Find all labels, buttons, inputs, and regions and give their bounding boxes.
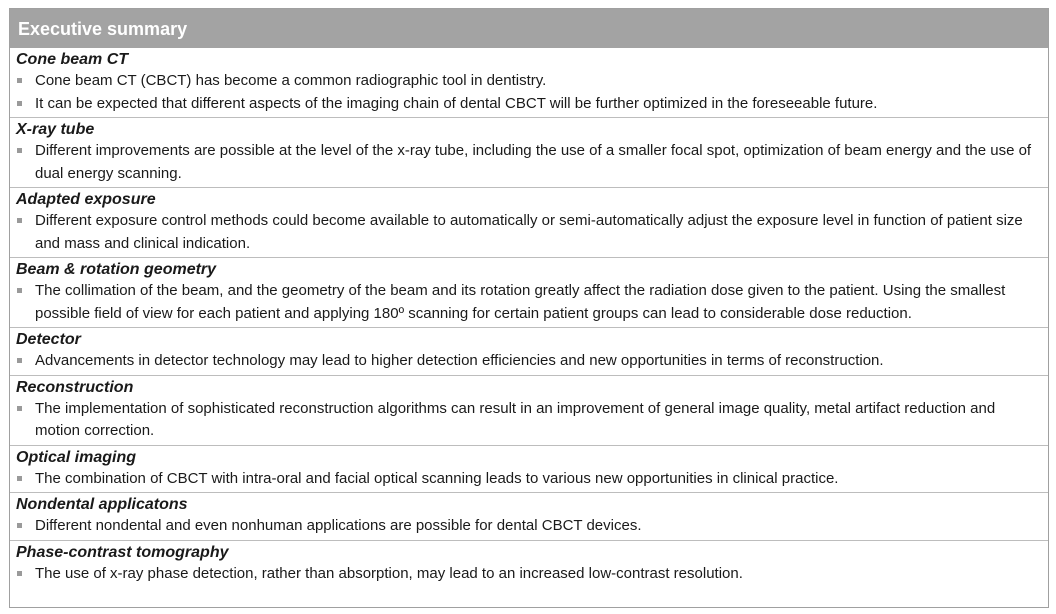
- bullet-text: The use of x-ray phase detection, rather than absorption, may lead to an increased low-contrast resolution.: [35, 564, 743, 582]
- square-bullet-icon: [17, 148, 22, 153]
- summary-section: [10, 117, 1048, 187]
- square-bullet-icon: [17, 101, 22, 106]
- summary-section: [10, 492, 1048, 540]
- bullet-text: The collimation of the beam, and the geometry of the beam and its rotation greatly affect the radiation dose given to the patient. Using the smallest possible field of view for each patient and applying 180º scanning for certain patient groups can lead to considerable dose reduction.: [35, 282, 1006, 322]
- bullet-item: [16, 210, 1042, 255]
- bullet-item: [16, 140, 1042, 185]
- section-title: X-ray tube: [16, 121, 95, 138]
- summary-section: [10, 187, 1048, 257]
- bullet-item: [16, 350, 1042, 373]
- summary-header: Executive summary: [10, 9, 1048, 48]
- bullet-text: Cone beam CT (CBCT) has become a common radiographic tool in dentistry.: [35, 72, 547, 89]
- square-bullet-icon: [17, 476, 22, 481]
- bullet-text: Different exposure control methods could become available to automatically or semi-automatically adjust the exposure level in function of patient size and mass and clinical indication.: [35, 212, 1023, 252]
- bullet-text: Different improvements are possible at the level of the x-ray tube, including the use of a smaller focal spot, optimization of beam energy and the use of dual energy scanning.: [35, 142, 1032, 182]
- bullet-item: [16, 70, 1042, 93]
- summary-section: [10, 445, 1048, 493]
- summary-section: [10, 327, 1048, 375]
- bullet-text: It can be expected that different aspects of the imaging chain of dental CBCT will be further optimized in the foreseeable future.: [35, 94, 878, 112]
- executive-summary-box: [9, 8, 1049, 608]
- bullet-text: Advancements in detector technology may lead to higher detection efficiencies and new opportunities in terms of reconstruction.: [35, 352, 884, 369]
- bullet-item: [16, 563, 1042, 586]
- bullet-text: The implementation of sophisticated reconstruction algorithms can result in an improvement of general image quality, metal artifact reduction and motion correction.: [35, 399, 996, 439]
- square-bullet-icon: [17, 218, 22, 223]
- bullet-item: [16, 515, 1042, 538]
- section-title: Reconstruction: [16, 378, 134, 396]
- section-title: Beam & rotation geometry: [16, 261, 217, 278]
- summary-section: [10, 48, 1048, 117]
- bullet-text: Different nondental and even nonhuman applications are possible for dental CBCT devices.: [35, 517, 642, 534]
- bullet-item: [16, 280, 1042, 325]
- section-title: Optical imaging: [16, 448, 137, 466]
- summary-section: [10, 375, 1048, 445]
- square-bullet-icon: [17, 523, 22, 528]
- summary-section: [10, 257, 1048, 327]
- square-bullet-icon: [17, 78, 22, 83]
- summary-sections: [10, 48, 1048, 587]
- section-title: Adapted exposure: [16, 191, 156, 208]
- bullet-item: [16, 93, 1042, 116]
- bullet-item: [16, 468, 1042, 491]
- bullet-text: The combination of CBCT with intra-oral and facial optical scanning leads to various new opportunities in clinical practice.: [35, 469, 839, 487]
- square-bullet-icon: [17, 406, 22, 411]
- section-title: Nondental applicatons: [16, 496, 188, 513]
- bullet-item: [16, 398, 1042, 443]
- section-title: Cone beam CT: [16, 51, 129, 68]
- square-bullet-icon: [17, 571, 22, 576]
- section-title: Phase-contrast tomography: [16, 543, 229, 561]
- summary-section: [10, 540, 1048, 588]
- section-title: Detector: [16, 331, 81, 348]
- square-bullet-icon: [17, 358, 22, 363]
- square-bullet-icon: [17, 288, 22, 293]
